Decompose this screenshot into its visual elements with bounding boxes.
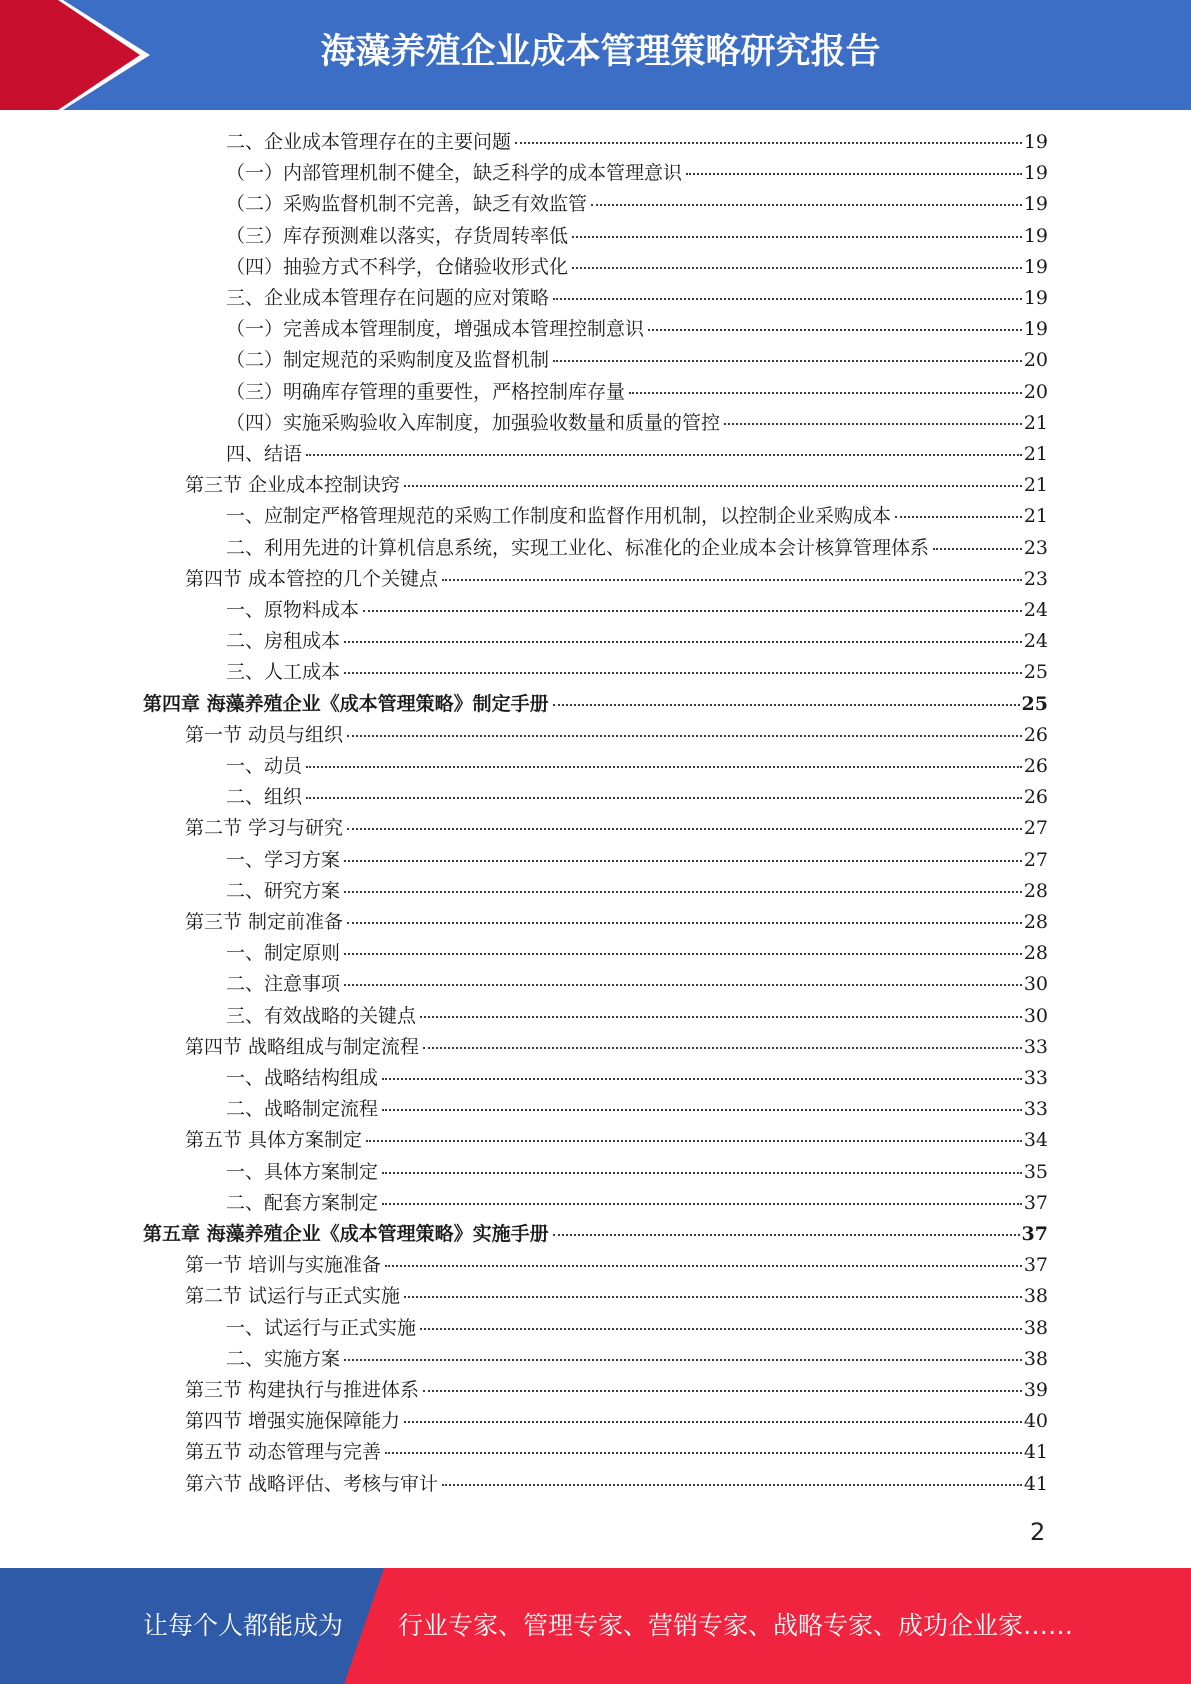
- toc-entry-page: 21: [1023, 411, 1048, 434]
- toc-entry[interactable]: [226, 501, 1048, 532]
- toc-dot-leader: [382, 1078, 1022, 1080]
- toc-entry[interactable]: [143, 1219, 1048, 1250]
- toc-entry[interactable]: [226, 189, 1048, 220]
- toc-entry-page: 37: [1023, 1254, 1048, 1277]
- toc-entry-label: 一、试运行与正式实施: [226, 1316, 417, 1339]
- toc-dot-leader: [553, 704, 1020, 706]
- toc-entry[interactable]: [226, 1063, 1048, 1094]
- toc-dot-leader: [382, 1203, 1022, 1205]
- toc-entry-page: 35: [1023, 1160, 1048, 1183]
- toc-entry[interactable]: [226, 782, 1048, 813]
- toc-entry-label: 一、具体方案制定: [226, 1160, 379, 1183]
- toc-entry-label: 第三节 企业成本控制诀窍: [185, 474, 401, 497]
- toc-entry-page: 41: [1023, 1472, 1048, 1495]
- toc-entry-label: （二）制定规范的采购制度及监督机制: [226, 349, 550, 372]
- toc-entry-label: 二、配套方案制定: [226, 1191, 379, 1214]
- toc-dot-leader: [382, 1172, 1022, 1174]
- toc-entry[interactable]: [185, 813, 1048, 844]
- toc-dot-leader: [895, 516, 1022, 518]
- toc-entry-page: 40: [1023, 1410, 1048, 1433]
- toc-entry[interactable]: [226, 1094, 1048, 1125]
- toc-entry[interactable]: [226, 377, 1048, 408]
- toc-dot-leader: [553, 1234, 1020, 1236]
- toc-dot-leader: [347, 735, 1022, 737]
- toc-entry-page: 30: [1023, 973, 1048, 996]
- toc-entry[interactable]: [226, 158, 1048, 189]
- toc-dot-leader: [344, 953, 1022, 955]
- toc-dot-leader: [366, 1140, 1022, 1142]
- toc-entry-page: 19: [1023, 255, 1048, 278]
- toc-entry-label: （三）库存预测难以落实，存货周转率低: [226, 224, 569, 247]
- toc-entry-label: 第四节 成本管控的几个关键点: [185, 567, 439, 590]
- toc-entry-page: 21: [1023, 443, 1048, 465]
- footer-slogan-right: 行业专家、管理专家、营销专家、战略专家、成功企业家……: [398, 1611, 1074, 1640]
- toc-dot-leader: [306, 797, 1022, 799]
- toc-dot-leader: [442, 579, 1022, 581]
- toc-dot-leader: [553, 298, 1022, 300]
- toc-dot-leader: [572, 267, 1022, 269]
- toc-entry-page: 38: [1023, 1347, 1048, 1370]
- toc-entry[interactable]: [226, 127, 1048, 158]
- toc-entry-label: （二）采购监督机制不完善，缺乏有效监管: [226, 193, 588, 216]
- toc-dot-leader: [344, 984, 1022, 986]
- toc-entry-page: 19: [1023, 318, 1048, 341]
- toc-entry[interactable]: [185, 564, 1048, 595]
- toc-dot-leader: [404, 1421, 1022, 1423]
- toc-entry-label: 一、学习方案: [226, 848, 341, 871]
- toc-entry[interactable]: [143, 689, 1048, 720]
- toc-entry-page: 27: [1023, 848, 1048, 871]
- toc-entry-page: 38: [1023, 1316, 1048, 1339]
- toc-entry[interactable]: [226, 1313, 1048, 1344]
- toc-entry[interactable]: [226, 1157, 1048, 1188]
- toc-entry-page: 21: [1023, 505, 1048, 528]
- toc-entry-label: （四）实施采购验收入库制度，加强验收数量和质量的管控: [226, 411, 721, 434]
- toc-entry[interactable]: [226, 1344, 1048, 1375]
- toc-dot-leader: [442, 1484, 1022, 1486]
- toc-entry[interactable]: [185, 1032, 1048, 1063]
- toc-entry-label: 第二节 试运行与正式实施: [185, 1285, 401, 1308]
- toc-entry-label: 第三节 构建执行与推进体系: [185, 1379, 420, 1401]
- toc-entry-label: 二、战略制定流程: [226, 1098, 379, 1121]
- toc-entry[interactable]: [226, 626, 1048, 657]
- toc-entry[interactable]: [226, 439, 1048, 470]
- toc-entry[interactable]: [185, 1375, 1048, 1406]
- toc-entry[interactable]: [226, 657, 1048, 688]
- toc-dot-leader: [385, 1265, 1022, 1267]
- toc-dot-leader: [515, 142, 1022, 144]
- toc-dot-leader: [423, 1047, 1022, 1049]
- toc-dot-leader: [420, 1016, 1022, 1018]
- toc-entry[interactable]: [226, 408, 1048, 439]
- toc-entry[interactable]: [185, 720, 1048, 751]
- toc-dot-leader: [404, 485, 1022, 487]
- toc-entry[interactable]: [185, 907, 1048, 938]
- toc-dot-leader: [591, 204, 1022, 206]
- toc-dot-leader: [423, 1390, 1022, 1392]
- toc-entry[interactable]: [226, 1188, 1048, 1219]
- toc-dot-leader: [344, 891, 1022, 893]
- toc-dot-leader: [382, 1109, 1022, 1111]
- toc-entry[interactable]: [185, 1406, 1048, 1437]
- toc-entry-label: 第四节 战略组成与制定流程: [185, 1035, 420, 1058]
- toc-entry-page: 19: [1023, 193, 1048, 216]
- toc-entry-page: 20: [1023, 380, 1048, 403]
- toc-entry-label: 二、研究方案: [226, 879, 341, 902]
- toc-entry-label: 二、房租成本: [226, 630, 341, 653]
- toc-entry-label: （四）抽验方式不科学，仓储验收形式化: [226, 255, 569, 278]
- toc-entry-label: 二、组织: [226, 786, 303, 809]
- toc-entry-page: 39: [1023, 1379, 1048, 1401]
- toc-entry-page: 26: [1023, 723, 1048, 746]
- toc-entry-page: 19: [1023, 162, 1048, 185]
- toc-entry-page: 38: [1023, 1285, 1048, 1308]
- toc-dot-leader: [629, 392, 1022, 394]
- toc-dot-leader: [363, 610, 1022, 612]
- toc-entry[interactable]: [226, 845, 1048, 876]
- toc-entry-label: 三、人工成本: [226, 661, 341, 684]
- toc-entry[interactable]: [226, 751, 1048, 782]
- toc-entry-page: 28: [1023, 942, 1048, 965]
- toc-entry[interactable]: [226, 595, 1048, 626]
- toc-entry[interactable]: [226, 252, 1048, 283]
- toc-dot-leader: [344, 641, 1022, 643]
- toc-dot-leader: [572, 236, 1022, 238]
- toc-entry-label: 二、利用先进的计算机信息系统，实现工业化、标准化的企业成本会计核算管理体系: [226, 536, 930, 559]
- toc-entry-label: 一、战略结构组成: [226, 1067, 379, 1089]
- toc-entry[interactable]: [226, 1001, 1048, 1032]
- toc-entry-page: 25: [1023, 661, 1048, 684]
- toc-entry-page: 34: [1023, 1129, 1048, 1152]
- toc-entry-label: 四、结语: [226, 443, 303, 465]
- toc-entry-page: 30: [1023, 1004, 1048, 1027]
- toc-entry-page: 33: [1023, 1098, 1048, 1121]
- toc-entry[interactable]: [185, 1437, 1048, 1468]
- toc-dot-leader: [724, 423, 1022, 425]
- toc-entry[interactable]: [226, 876, 1048, 907]
- toc-dot-leader: [553, 360, 1022, 362]
- toc-entry-page: 19: [1023, 224, 1048, 247]
- toc-entry[interactable]: [226, 283, 1048, 314]
- toc-entry[interactable]: [185, 1125, 1048, 1156]
- toc-entry[interactable]: [185, 470, 1048, 501]
- toc-dot-leader: [347, 828, 1022, 830]
- report-title: 海藻养殖企业成本管理策略研究报告: [320, 32, 881, 72]
- toc-entry-label: 第五节 具体方案制定: [185, 1129, 363, 1152]
- toc-entry[interactable]: [226, 221, 1048, 252]
- toc-dot-leader: [306, 454, 1022, 456]
- toc-entry-page: 28: [1023, 879, 1048, 902]
- toc-entry-page: 41: [1023, 1441, 1048, 1464]
- toc-entry-page: 27: [1023, 817, 1048, 840]
- toc-entry-label: 三、企业成本管理存在问题的应对策略: [226, 287, 550, 309]
- toc-entry-page: 21: [1023, 474, 1048, 497]
- toc-entry-label: （一）完善成本管理制度，增强成本管理控制意识: [226, 318, 645, 341]
- toc-entry-label: 一、原物料成本: [226, 599, 360, 621]
- toc-entry-page: 23: [1023, 536, 1048, 559]
- toc-entry-label: 一、应制定严格管理规范的采购工作制度和监督作用机制，以控制企业采购成本: [226, 505, 892, 528]
- toc-dot-leader: [648, 329, 1022, 331]
- toc-dot-leader: [344, 860, 1022, 862]
- toc-entry-page: 26: [1023, 755, 1048, 777]
- toc-entry[interactable]: [185, 1281, 1048, 1312]
- page-footer: [0, 1568, 1191, 1684]
- toc-entry-label: 第六节 战略评估、考核与审计: [185, 1472, 439, 1495]
- toc-dot-leader: [686, 173, 1022, 175]
- toc-entry-page: 33: [1023, 1035, 1048, 1058]
- footer-slogan-left: 让每个人都能成为: [143, 1611, 344, 1640]
- toc-entry-page: 24: [1023, 630, 1048, 653]
- toc-entry-label: 一、动员: [226, 755, 303, 777]
- toc-entry-page: 37: [1023, 1191, 1048, 1214]
- page-number: 2: [1030, 1518, 1046, 1546]
- toc-entry-label: （一）内部管理机制不健全，缺乏科学的成本管理意识: [226, 162, 683, 185]
- toc-entry[interactable]: [226, 533, 1048, 564]
- toc-entry[interactable]: [185, 1469, 1048, 1500]
- toc-entry-page: 28: [1023, 911, 1048, 933]
- toc-entry-label: 第二节 学习与研究: [185, 817, 344, 840]
- toc-entry-label: 第一节 动员与组织: [185, 723, 344, 746]
- toc-entry[interactable]: [226, 938, 1048, 969]
- toc-entry-label: （三）明确库存管理的重要性，严格控制库存量: [226, 380, 626, 403]
- toc-dot-leader: [385, 1452, 1022, 1454]
- toc-entry-page: 24: [1023, 599, 1048, 621]
- toc-dot-leader: [347, 922, 1022, 924]
- toc-entry-page: 25: [1021, 692, 1048, 715]
- toc-entry-page: 19: [1023, 131, 1048, 153]
- toc-entry[interactable]: [226, 969, 1048, 1000]
- toc-entry-label: 第四章 海藻养殖企业《成本管理策略》制定手册: [143, 692, 549, 715]
- toc-dot-leader: [344, 672, 1022, 674]
- toc-dot-leader: [404, 1296, 1022, 1298]
- toc-entry-page: 23: [1023, 567, 1048, 590]
- toc-dot-leader: [420, 1328, 1022, 1330]
- toc-entry-label: 三、有效战略的关键点: [226, 1004, 417, 1027]
- toc-dot-leader: [344, 1359, 1022, 1361]
- toc-entry-page: 26: [1023, 786, 1048, 809]
- toc-entry-page: 37: [1021, 1223, 1048, 1245]
- toc-entry-label: 二、企业成本管理存在的主要问题: [226, 131, 512, 153]
- toc-entry-label: 二、注意事项: [226, 973, 341, 996]
- toc-entry-label: 一、制定原则: [226, 942, 341, 965]
- toc-entry-page: 20: [1023, 349, 1048, 372]
- toc-entry-label: 第三节 制定前准备: [185, 911, 344, 933]
- toc-dot-leader: [933, 548, 1022, 550]
- toc-entry-page: 19: [1023, 287, 1048, 309]
- toc-entry-label: 第五节 动态管理与完善: [185, 1441, 382, 1464]
- page-header: [0, 0, 1191, 110]
- toc-entry-page: 33: [1023, 1067, 1048, 1089]
- toc-entry-label: 第五章 海藻养殖企业《成本管理策略》实施手册: [143, 1223, 549, 1245]
- toc-entry[interactable]: [226, 345, 1048, 376]
- toc-entry-label: 第一节 培训与实施准备: [185, 1254, 382, 1277]
- toc-entry[interactable]: [185, 1250, 1048, 1281]
- toc-entry-label: 二、实施方案: [226, 1347, 341, 1370]
- toc-entry-label: 第四节 增强实施保障能力: [185, 1410, 401, 1433]
- toc-dot-leader: [306, 766, 1022, 768]
- toc-entry[interactable]: [226, 314, 1048, 345]
